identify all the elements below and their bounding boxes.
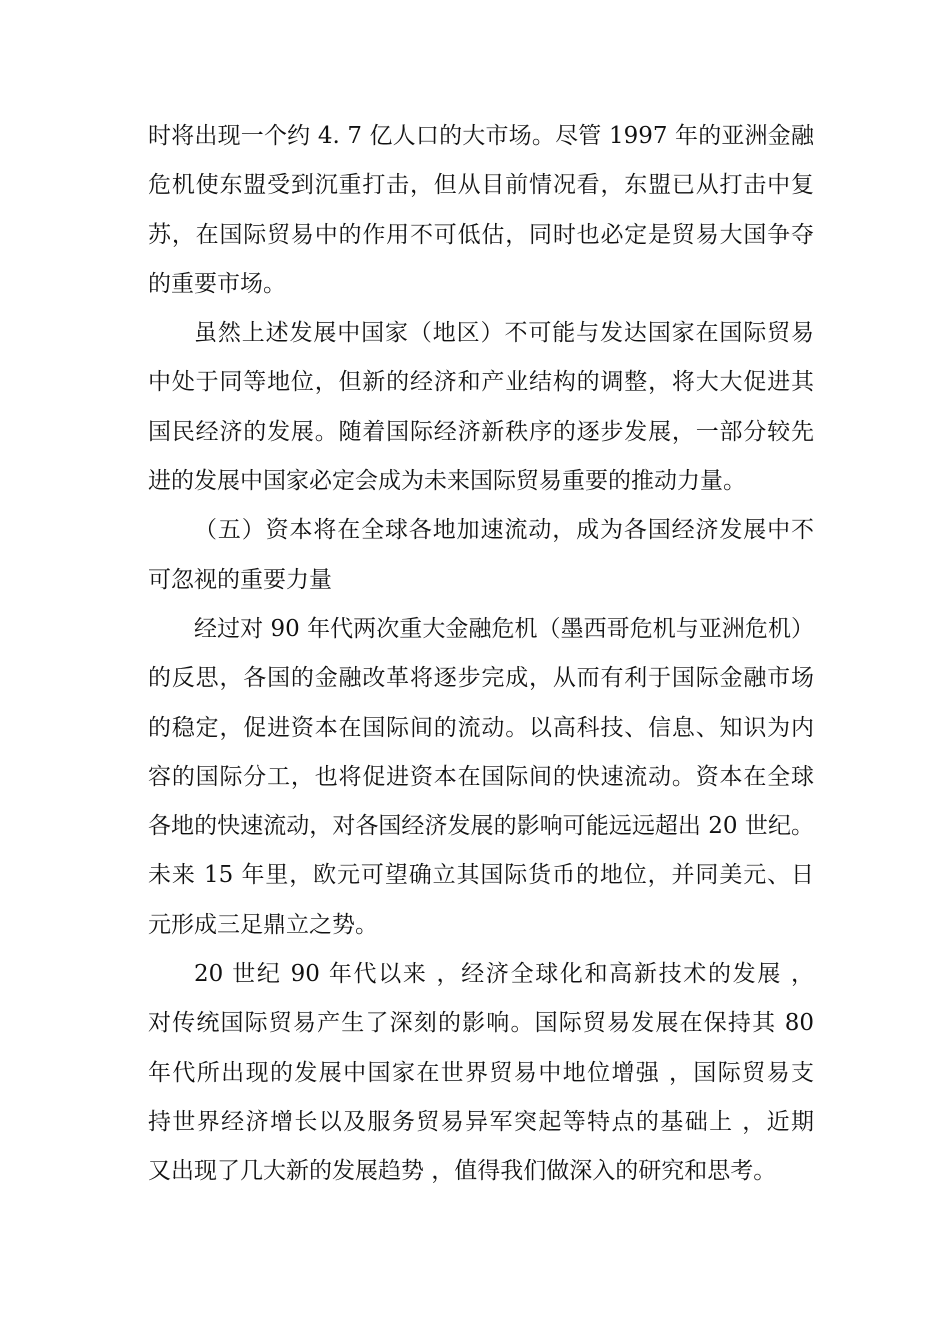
text-line: 对传统国际贸易产生了深刻的影响。国际贸易发展在保持其 80 <box>148 1010 814 1037</box>
text-line: 持世界经济增长以及服务贸易异军突起等特点的基础上 ，近期 <box>148 1108 814 1135</box>
text-line: 的反思，各国的金融改革将逐步完成，从而有利于国际金融市场 <box>148 665 814 692</box>
text-line: 又出现了几大新的发展趋势 ，值得我们做深入的研究和思考。 <box>148 1158 777 1185</box>
text-line: （五）资本将在全球各地加速流动，成为各国经济发展中不 <box>194 517 814 544</box>
text-line: 20 世纪 90 年代以来 ，经济全球化和高新技术的发展 ， <box>194 961 814 988</box>
text-line: 国民经济的发展。随着国际经济新秩序的逐步发展，一部分较先 <box>148 418 814 445</box>
text-line: 时将出现一个约 4. 7 亿人口的大市场。尽管 1997 年的亚洲金融 <box>148 123 814 149</box>
body-text <box>148 112 814 1197</box>
text-line: 未来 15 年里，欧元可望确立其国际货币的地位，并同美元、日 <box>148 862 814 889</box>
text-line: 年代所出现的发展中国家在世界贸易中地位增强 ，国际贸易支 <box>148 1059 814 1086</box>
text-line: 容的国际分工，也将促进资本在国际间的快速流动。资本在全球 <box>148 763 814 790</box>
text-line: 中处于同等地位，但新的经济和产业结构的调整，将大大促进其 <box>148 369 814 396</box>
text-line: 各地的快速流动，对各国经济发展的影响可能远远超出 20 世纪。 <box>148 813 814 840</box>
text-line: 可忽视的重要力量 <box>148 566 332 593</box>
text-line: 虽然上述发展中国家（地区）不可能与发达国家在国际贸易 <box>194 320 814 347</box>
text-line: 的稳定，促进资本在国际间的流动。以高科技、信息、知识为内 <box>148 714 814 741</box>
text-line: 进的发展中国家必定会成为未来国际贸易重要的推动力量。 <box>148 468 746 495</box>
text-line: 元形成三足鼎立之势。 <box>148 911 378 938</box>
text-line: 经过对 90 年代两次重大金融危机（墨西哥危机与亚洲危机） <box>194 615 814 642</box>
text-line: 危机使东盟受到沉重打击，但从目前情况看，东盟已从打击中复 <box>148 172 814 199</box>
text-line: 苏，在国际贸易中的作用不可低估，同时也必定是贸易大国争夺 <box>148 221 814 248</box>
text-line: 的重要市场。 <box>148 270 286 297</box>
